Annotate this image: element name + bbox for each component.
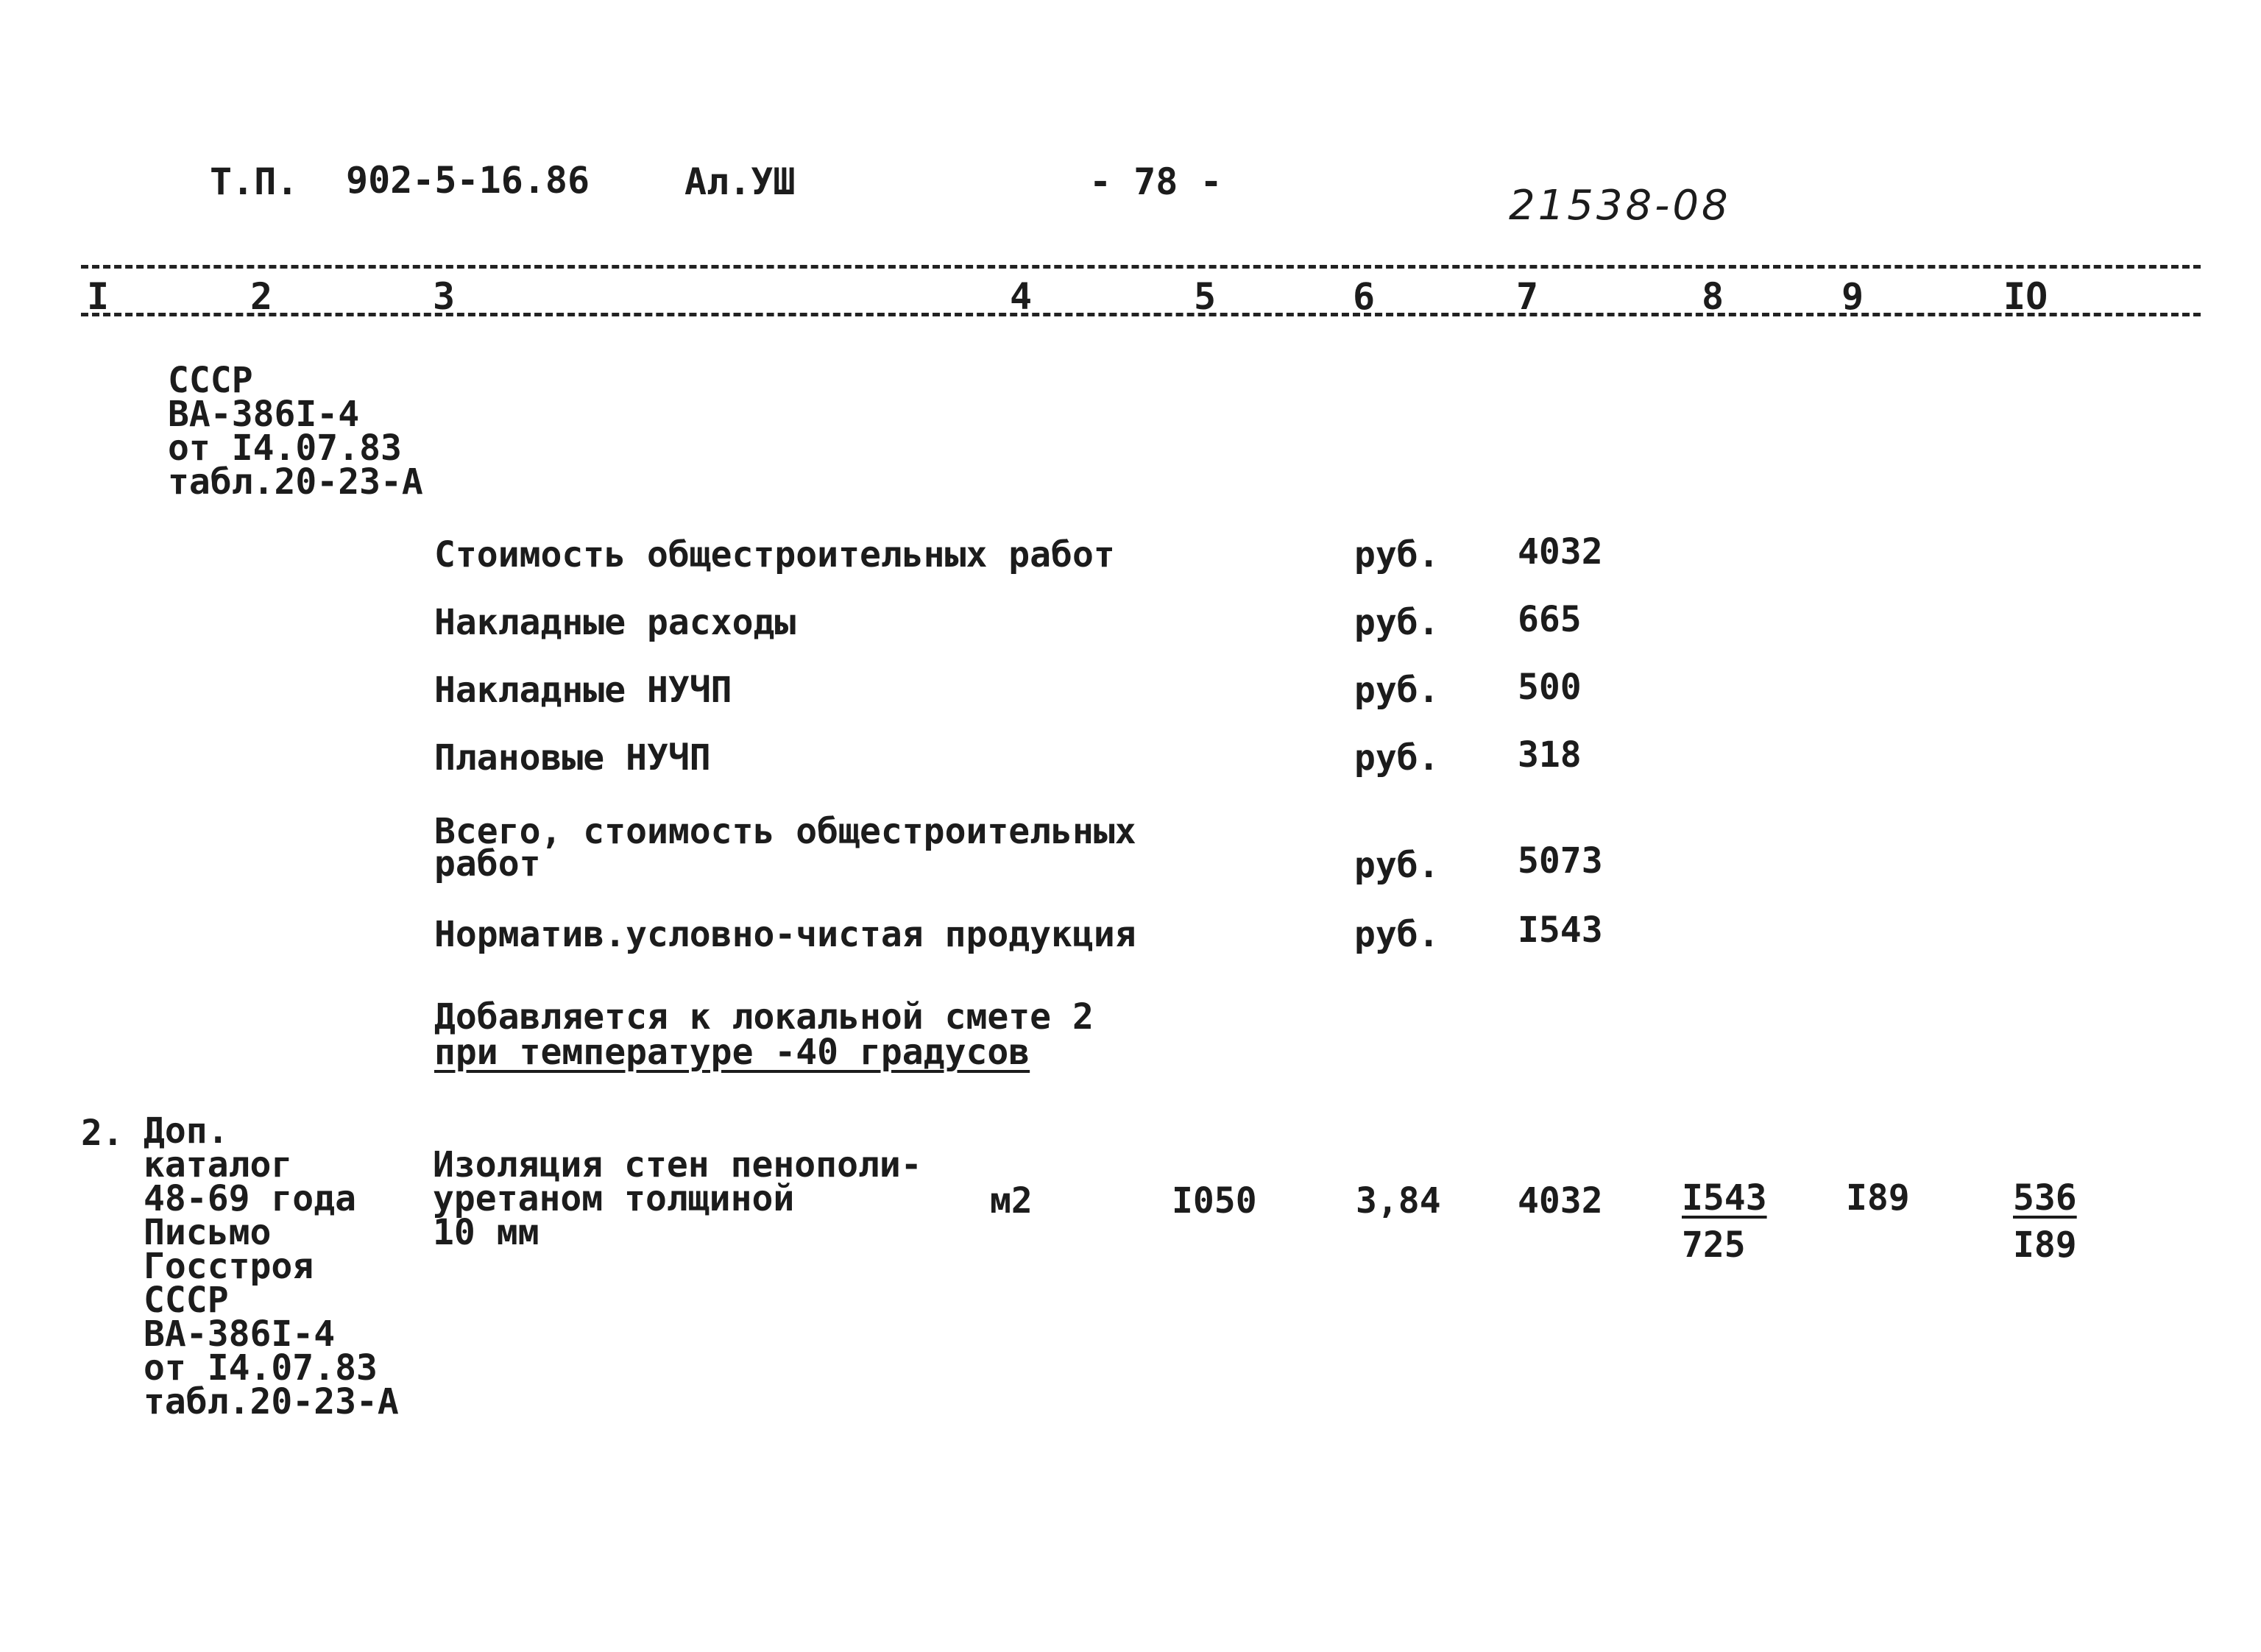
cost-row-value: I543 [1518,910,1603,951]
cost-row-name: Накладные расходы [434,602,796,643]
cost-row-value: 5073 [1518,840,1603,882]
item-col10-top: 536 [2013,1177,2077,1219]
reference-line: табл.20-23-А [168,461,423,503]
reference-line: ВА-386I-4 [168,394,360,435]
item-col8-bottom: 725 [1682,1224,1746,1266]
item-unit: м2 [990,1180,1033,1222]
note-line1: Добавляется к локальной смете 2 [434,996,1094,1038]
reference-block [168,360,423,503]
cost-row-value: 318 [1518,734,1582,776]
col-num-10: IO [2003,275,2048,318]
col-num-9: 9 [1841,275,1864,318]
col-num-3: 3 [433,275,456,318]
project-code: 902-5-16.86 [346,159,590,202]
basis-line: каталог [144,1144,293,1185]
page-number: - 78 - [1089,160,1223,203]
dashed-rule-bottom [81,313,2201,316]
dashed-rule-top [81,265,2201,269]
cost-row-name: Норматив.условно-чистая продукция [434,914,1136,955]
item-total: 4032 [1518,1180,1603,1222]
cost-row-unit: руб. [1354,737,1440,779]
cost-row-value: 4032 [1518,531,1603,572]
description-line: 10 мм [433,1212,539,1253]
col-num-1: I [87,275,110,318]
basis-line: 48-69 года [144,1178,356,1219]
item-unit-price: 3,84 [1356,1180,1441,1222]
item-col8-top: I543 [1682,1177,1767,1219]
item-col10-bottom: I89 [2013,1224,2077,1266]
basis-line: табл.20-23-А [144,1381,399,1422]
album-label: Ал.УШ [684,160,796,203]
basis-line: Доп. [144,1110,229,1152]
cost-row-unit: руб. [1354,602,1440,643]
basis-line: ВА-386I-4 [144,1314,336,1355]
basis-line: Письмо [144,1212,272,1253]
reference-line: от I4.07.83 [168,428,402,469]
description-line: уретаном толщиной [433,1178,795,1219]
cost-row-unit: руб. [1354,534,1440,575]
note-line2: при температуре -40 градусов [434,1032,1030,1073]
col-num-7: 7 [1516,275,1539,318]
col-num-6: 6 [1353,275,1376,318]
description-line: Изоляция стен пенополи- [433,1144,922,1185]
col-num-5: 5 [1194,275,1217,318]
item-basis [144,1110,399,1422]
cost-row-name: Стоимость общестроительных работ [434,534,1115,575]
col-num-2: 2 [250,275,273,318]
cost-row-name: Всего, стоимость общестроительных [434,811,1136,852]
item-number: 2. [81,1113,124,1154]
cost-row-unit: руб. [1354,670,1440,711]
col-num-4: 4 [1010,275,1033,318]
tp-label: Т.П. [210,160,299,203]
basis-line: Госстроя [144,1246,314,1287]
basis-line: СССР [144,1280,229,1321]
cost-row-value: 665 [1518,599,1582,640]
cost-row-name: Плановые НУЧП [434,737,711,779]
reference-line: СССР [168,360,253,401]
col-num-8: 8 [1702,275,1724,318]
archive-number: 21538-08 [1509,182,1731,230]
basis-line: от I4.07.83 [144,1347,378,1389]
cost-row-unit: руб. [1354,914,1440,955]
cost-row-name: Накладные НУЧП [434,670,732,711]
item-quantity: I050 [1172,1180,1257,1222]
cost-row-name-cont: работ [434,843,541,885]
cost-row-value: 500 [1518,667,1582,708]
item-col9: I89 [1846,1177,1910,1219]
item-description [433,1144,922,1253]
cost-row-unit: руб. [1354,845,1440,886]
